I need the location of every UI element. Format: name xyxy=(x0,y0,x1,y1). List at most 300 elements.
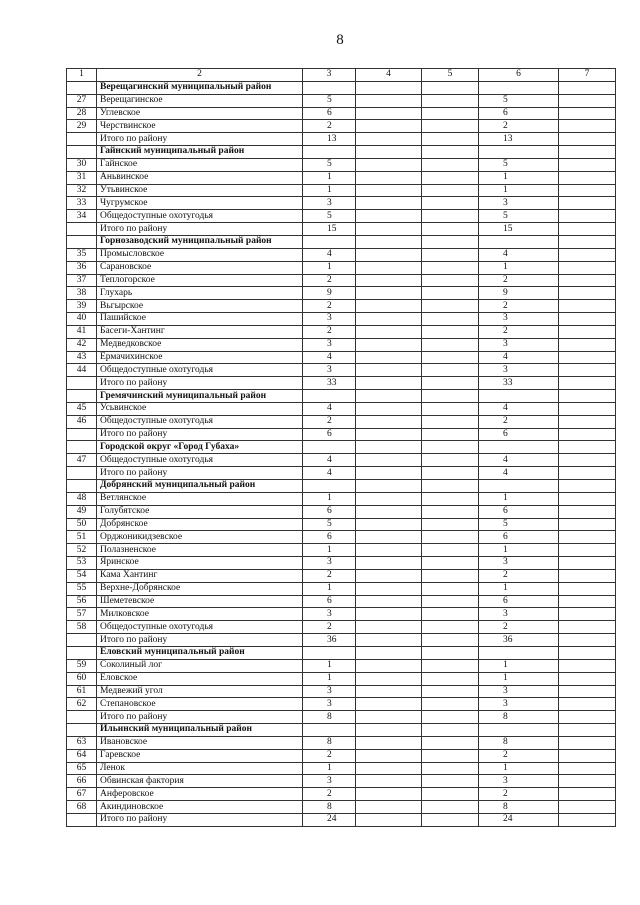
row-name: Верхне-Добрянское xyxy=(97,582,303,595)
value-col-5 xyxy=(422,531,479,544)
value-col-7 xyxy=(559,685,616,698)
value-col-7 xyxy=(559,698,616,711)
value-col-7 xyxy=(559,364,616,377)
row-name: Общедоступные охотугодья xyxy=(97,364,303,377)
value-col-5 xyxy=(422,171,479,184)
row-number: 65 xyxy=(67,762,97,775)
row-name: Усьвинское xyxy=(97,402,303,415)
value-col-4 xyxy=(356,184,422,197)
value-col-7 xyxy=(559,582,616,595)
value-col-7 xyxy=(559,557,616,570)
value-col-6: 24 xyxy=(479,813,559,826)
empty-cell xyxy=(479,235,559,248)
row-name: Чугрумское xyxy=(97,197,303,210)
row-name: Черствинское xyxy=(97,120,303,133)
row-name: Общедоступные охотугодья xyxy=(97,454,303,467)
table-row xyxy=(67,672,616,685)
empty-cell xyxy=(479,724,559,737)
row-number: 42 xyxy=(67,338,97,351)
value-col-6: 1 xyxy=(479,184,559,197)
empty-cell xyxy=(479,441,559,454)
value-col-3: 4 xyxy=(303,402,356,415)
table-row xyxy=(67,582,616,595)
value-col-5 xyxy=(422,492,479,505)
empty-cell xyxy=(559,480,616,493)
total-row xyxy=(67,711,616,724)
empty-cell xyxy=(422,724,479,737)
section-row xyxy=(67,390,616,403)
value-col-6: 4 xyxy=(479,351,559,364)
row-number: 49 xyxy=(67,505,97,518)
value-col-3: 2 xyxy=(303,325,356,338)
row-name: Вьгырское xyxy=(97,300,303,313)
empty-cell xyxy=(303,235,356,248)
row-name: Яринское xyxy=(97,557,303,570)
section-title: Добрянский муниципальный район xyxy=(97,480,303,493)
value-col-6: 1 xyxy=(479,261,559,274)
row-number: 47 xyxy=(67,454,97,467)
row-name: Басеги-Хантинг xyxy=(97,325,303,338)
value-col-4 xyxy=(356,313,422,326)
value-col-3: 3 xyxy=(303,197,356,210)
table-row xyxy=(67,505,616,518)
value-col-3: 5 xyxy=(303,518,356,531)
row-name: Степановское xyxy=(97,698,303,711)
value-col-6: 3 xyxy=(479,608,559,621)
value-col-3: 2 xyxy=(303,788,356,801)
row-number xyxy=(67,813,97,826)
row-number: 38 xyxy=(67,287,97,300)
table-row xyxy=(67,736,616,749)
value-col-3: 6 xyxy=(303,107,356,120)
row-name: Гаревское xyxy=(97,749,303,762)
row-number xyxy=(67,133,97,146)
column-header: 7 xyxy=(559,69,616,82)
value-col-7 xyxy=(559,133,616,146)
empty-cell xyxy=(559,235,616,248)
value-col-3: 4 xyxy=(303,454,356,467)
value-col-4 xyxy=(356,94,422,107)
row-number: 54 xyxy=(67,569,97,582)
value-col-5 xyxy=(422,634,479,647)
row-number xyxy=(67,711,97,724)
value-col-4 xyxy=(356,749,422,762)
value-col-6: 3 xyxy=(479,698,559,711)
value-col-3: 13 xyxy=(303,133,356,146)
row-name: Итого по району xyxy=(97,133,303,146)
value-col-6: 2 xyxy=(479,749,559,762)
header-row xyxy=(67,69,616,82)
value-col-6: 6 xyxy=(479,428,559,441)
value-col-4 xyxy=(356,685,422,698)
value-col-5 xyxy=(422,197,479,210)
value-col-6: 5 xyxy=(479,158,559,171)
value-col-7 xyxy=(559,158,616,171)
value-col-6: 3 xyxy=(479,338,559,351)
value-col-4 xyxy=(356,197,422,210)
value-col-5 xyxy=(422,698,479,711)
value-col-5 xyxy=(422,813,479,826)
value-col-5 xyxy=(422,454,479,467)
row-number: 35 xyxy=(67,248,97,261)
value-col-4 xyxy=(356,300,422,313)
row-number: 58 xyxy=(67,621,97,634)
value-col-3: 5 xyxy=(303,210,356,223)
value-col-7 xyxy=(559,788,616,801)
row-name: Глухарь xyxy=(97,287,303,300)
value-col-6: 2 xyxy=(479,569,559,582)
value-col-5 xyxy=(422,223,479,236)
empty-cell xyxy=(303,441,356,454)
value-col-3: 1 xyxy=(303,672,356,685)
table-row xyxy=(67,788,616,801)
value-col-7 xyxy=(559,351,616,364)
value-col-3: 1 xyxy=(303,762,356,775)
value-col-3: 4 xyxy=(303,248,356,261)
value-col-6: 6 xyxy=(479,505,559,518)
row-number: 62 xyxy=(67,698,97,711)
value-col-7 xyxy=(559,467,616,480)
value-col-5 xyxy=(422,711,479,724)
value-col-5 xyxy=(422,133,479,146)
value-col-5 xyxy=(422,210,479,223)
table-row xyxy=(67,261,616,274)
row-name: Утьвинское xyxy=(97,184,303,197)
row-number: 61 xyxy=(67,685,97,698)
empty-cell xyxy=(479,146,559,159)
row-number: 64 xyxy=(67,749,97,762)
value-col-4 xyxy=(356,595,422,608)
row-number: 50 xyxy=(67,518,97,531)
value-col-5 xyxy=(422,672,479,685)
value-col-3: 1 xyxy=(303,261,356,274)
empty-cell xyxy=(67,441,97,454)
row-number: 51 xyxy=(67,531,97,544)
value-col-4 xyxy=(356,569,422,582)
row-number: 59 xyxy=(67,659,97,672)
value-col-5 xyxy=(422,685,479,698)
section-title: Еловский муниципальный район xyxy=(97,646,303,659)
value-col-6: 2 xyxy=(479,325,559,338)
value-col-3: 9 xyxy=(303,287,356,300)
row-number: 56 xyxy=(67,595,97,608)
value-col-7 xyxy=(559,223,616,236)
value-col-4 xyxy=(356,467,422,480)
value-col-3: 2 xyxy=(303,749,356,762)
hunting-grounds-table xyxy=(66,68,616,827)
value-col-6: 1 xyxy=(479,171,559,184)
value-col-5 xyxy=(422,775,479,788)
value-col-4 xyxy=(356,659,422,672)
table-row xyxy=(67,569,616,582)
value-col-6: 6 xyxy=(479,107,559,120)
value-col-7 xyxy=(559,531,616,544)
empty-cell xyxy=(303,390,356,403)
row-name: Аньвинское xyxy=(97,171,303,184)
empty-cell xyxy=(422,235,479,248)
value-col-5 xyxy=(422,801,479,814)
value-col-4 xyxy=(356,415,422,428)
value-col-6: 3 xyxy=(479,557,559,570)
value-col-7 xyxy=(559,711,616,724)
table-row xyxy=(67,685,616,698)
row-name: Обвинская фактория xyxy=(97,775,303,788)
table-row xyxy=(67,184,616,197)
empty-cell xyxy=(67,646,97,659)
row-number xyxy=(67,377,97,390)
empty-cell xyxy=(479,480,559,493)
value-col-4 xyxy=(356,351,422,364)
empty-cell xyxy=(479,390,559,403)
empty-cell xyxy=(559,81,616,94)
value-col-4 xyxy=(356,428,422,441)
value-col-4 xyxy=(356,518,422,531)
column-header: 5 xyxy=(422,69,479,82)
value-col-3: 2 xyxy=(303,569,356,582)
table-row xyxy=(67,621,616,634)
value-col-4 xyxy=(356,582,422,595)
value-col-6: 33 xyxy=(479,377,559,390)
value-col-5 xyxy=(422,287,479,300)
total-row xyxy=(67,223,616,236)
row-number xyxy=(67,223,97,236)
value-col-5 xyxy=(422,467,479,480)
value-col-5 xyxy=(422,762,479,775)
section-title: Горнозаводский муниципальный район xyxy=(97,235,303,248)
value-col-5 xyxy=(422,544,479,557)
empty-cell xyxy=(356,646,422,659)
value-col-4 xyxy=(356,775,422,788)
value-col-4 xyxy=(356,210,422,223)
value-col-6: 3 xyxy=(479,685,559,698)
section-row xyxy=(67,235,616,248)
value-col-7 xyxy=(559,492,616,505)
table-row xyxy=(67,775,616,788)
value-col-3: 1 xyxy=(303,544,356,557)
row-number xyxy=(67,428,97,441)
row-name: Углевское xyxy=(97,107,303,120)
value-col-4 xyxy=(356,698,422,711)
table-row xyxy=(67,659,616,672)
table-row xyxy=(67,248,616,261)
row-number: 67 xyxy=(67,788,97,801)
table-row xyxy=(67,171,616,184)
empty-cell xyxy=(303,480,356,493)
row-number: 37 xyxy=(67,274,97,287)
table-row xyxy=(67,544,616,557)
row-number: 48 xyxy=(67,492,97,505)
value-col-4 xyxy=(356,133,422,146)
empty-cell xyxy=(303,146,356,159)
empty-cell xyxy=(67,724,97,737)
row-name: Анферовское xyxy=(97,788,303,801)
value-col-7 xyxy=(559,749,616,762)
empty-cell xyxy=(559,441,616,454)
value-col-4 xyxy=(356,274,422,287)
row-name: Ермачихинское xyxy=(97,351,303,364)
value-col-7 xyxy=(559,402,616,415)
value-col-7 xyxy=(559,634,616,647)
value-col-3: 8 xyxy=(303,801,356,814)
value-col-6: 9 xyxy=(479,287,559,300)
value-col-7 xyxy=(559,505,616,518)
value-col-4 xyxy=(356,544,422,557)
value-col-3: 3 xyxy=(303,698,356,711)
value-col-3: 6 xyxy=(303,505,356,518)
value-col-5 xyxy=(422,428,479,441)
value-col-3: 2 xyxy=(303,300,356,313)
row-number: 41 xyxy=(67,325,97,338)
table-row xyxy=(67,107,616,120)
value-col-4 xyxy=(356,634,422,647)
value-col-3: 2 xyxy=(303,120,356,133)
value-col-4 xyxy=(356,762,422,775)
value-col-5 xyxy=(422,505,479,518)
table-row xyxy=(67,158,616,171)
value-col-5 xyxy=(422,595,479,608)
table-row xyxy=(67,531,616,544)
column-header: 4 xyxy=(356,69,422,82)
value-col-5 xyxy=(422,377,479,390)
column-header: 2 xyxy=(97,69,303,82)
table-row xyxy=(67,762,616,775)
value-col-3: 24 xyxy=(303,813,356,826)
value-col-3: 3 xyxy=(303,557,356,570)
page-number: 8 xyxy=(336,32,344,48)
row-name: Промысловское xyxy=(97,248,303,261)
value-col-5 xyxy=(422,248,479,261)
section-title: Гремячинский муниципальный район xyxy=(97,390,303,403)
value-col-7 xyxy=(559,325,616,338)
row-number: 29 xyxy=(67,120,97,133)
value-col-7 xyxy=(559,338,616,351)
value-col-4 xyxy=(356,248,422,261)
value-col-4 xyxy=(356,711,422,724)
total-row xyxy=(67,813,616,826)
value-col-7 xyxy=(559,415,616,428)
empty-cell xyxy=(479,81,559,94)
table-row xyxy=(67,300,616,313)
value-col-5 xyxy=(422,788,479,801)
value-col-6: 8 xyxy=(479,736,559,749)
table-row xyxy=(67,415,616,428)
row-number: 28 xyxy=(67,107,97,120)
value-col-6: 8 xyxy=(479,801,559,814)
empty-cell xyxy=(356,81,422,94)
value-col-5 xyxy=(422,736,479,749)
value-col-3: 8 xyxy=(303,711,356,724)
row-number: 33 xyxy=(67,197,97,210)
total-row xyxy=(67,467,616,480)
row-name: Орджоникидзевское xyxy=(97,531,303,544)
section-row xyxy=(67,146,616,159)
section-row xyxy=(67,646,616,659)
row-number: 40 xyxy=(67,313,97,326)
row-number: 34 xyxy=(67,210,97,223)
empty-cell xyxy=(303,724,356,737)
value-col-3: 3 xyxy=(303,338,356,351)
value-col-4 xyxy=(356,402,422,415)
row-number: 31 xyxy=(67,171,97,184)
empty-cell xyxy=(67,390,97,403)
row-name: Итого по району xyxy=(97,711,303,724)
table-row xyxy=(67,801,616,814)
value-col-6: 3 xyxy=(479,197,559,210)
value-col-6: 6 xyxy=(479,531,559,544)
empty-cell xyxy=(67,81,97,94)
value-col-6: 1 xyxy=(479,544,559,557)
empty-cell xyxy=(559,146,616,159)
row-name: Голубятское xyxy=(97,505,303,518)
value-col-7 xyxy=(559,608,616,621)
value-col-7 xyxy=(559,210,616,223)
value-col-4 xyxy=(356,338,422,351)
section-row xyxy=(67,81,616,94)
value-col-7 xyxy=(559,518,616,531)
value-col-4 xyxy=(356,608,422,621)
row-name: Еловское xyxy=(97,672,303,685)
value-col-3: 1 xyxy=(303,184,356,197)
value-col-7 xyxy=(559,171,616,184)
value-col-6: 2 xyxy=(479,788,559,801)
row-name: Кама Хантинг xyxy=(97,569,303,582)
row-number: 43 xyxy=(67,351,97,364)
row-name: Общедоступные охотугодья xyxy=(97,621,303,634)
row-name: Итого по району xyxy=(97,377,303,390)
empty-cell xyxy=(422,441,479,454)
value-col-6: 5 xyxy=(479,94,559,107)
value-col-7 xyxy=(559,197,616,210)
value-col-6: 3 xyxy=(479,775,559,788)
table-row xyxy=(67,492,616,505)
value-col-7 xyxy=(559,621,616,634)
row-name: Пашийское xyxy=(97,313,303,326)
value-col-4 xyxy=(356,788,422,801)
empty-cell xyxy=(303,81,356,94)
empty-cell xyxy=(356,724,422,737)
value-col-6: 15 xyxy=(479,223,559,236)
row-number: 57 xyxy=(67,608,97,621)
table-row xyxy=(67,338,616,351)
row-number: 46 xyxy=(67,415,97,428)
value-col-7 xyxy=(559,313,616,326)
empty-cell xyxy=(356,146,422,159)
value-col-4 xyxy=(356,736,422,749)
table-row xyxy=(67,518,616,531)
row-number: 45 xyxy=(67,402,97,415)
empty-cell xyxy=(559,724,616,737)
value-col-3: 4 xyxy=(303,467,356,480)
value-col-4 xyxy=(356,171,422,184)
value-col-6: 2 xyxy=(479,300,559,313)
value-col-5 xyxy=(422,120,479,133)
row-name: Итого по району xyxy=(97,467,303,480)
value-col-7 xyxy=(559,107,616,120)
empty-cell xyxy=(356,235,422,248)
empty-cell xyxy=(422,480,479,493)
row-name: Ветлянское xyxy=(97,492,303,505)
table-row xyxy=(67,364,616,377)
row-name: Сарановское xyxy=(97,261,303,274)
value-col-3: 6 xyxy=(303,595,356,608)
table-row xyxy=(67,608,616,621)
value-col-5 xyxy=(422,608,479,621)
row-number: 66 xyxy=(67,775,97,788)
table-row xyxy=(67,749,616,762)
value-col-5 xyxy=(422,313,479,326)
section-title: Гайнский муниципальный район xyxy=(97,146,303,159)
value-col-6: 5 xyxy=(479,210,559,223)
